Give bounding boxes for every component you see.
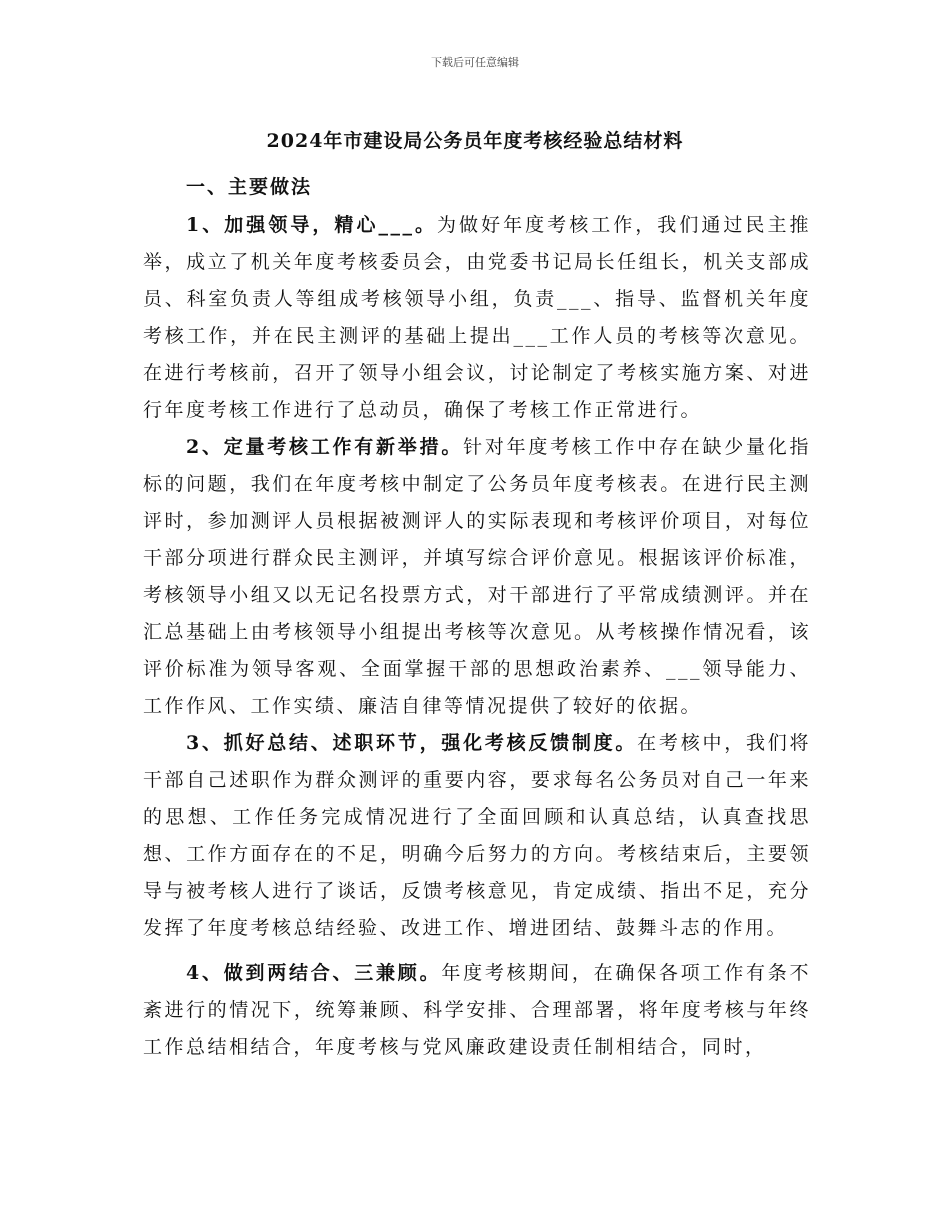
paragraph-text: 针对年度考核工作中存在缺少量化指标的问题，我们在年度考核中制定了公务员年度考核表。在进行民主测评时，参加测评人员根据被测评人的实际表现和考核评价项目，对每位干部分项进行群众民主测评，并填写综合评价意见。根据该评价标准，考核领导小组又以无记名投票方式，对干部进行了平常成绩测评。并在汇总基础上由考核领导小组提出考核等次意见。从考核操作情况看，该评价标准为领导客观、全面掌握干部的思想政治素养、___领导能力、工作作风、工作实绩、廉洁自律等情况提供了较好的依据。 [143,436,811,717]
paragraph-lead: 2、定量考核工作有新举措。 [186,436,464,458]
paragraph-text: 为做好年度考核工作，我们通过民主推举，成立了机关年度考核委员会，由党委书记局长任组长，机关支部成员、科室负责人等组成考核领导小组，负责___、指导、监督机关年度考核工作，并在民主测评的基础上提出___工作人员的考核等次意见。在进行考核前，召开了领导小组会议，讨论制定了考核实施方案、对进行年度考核工作进行了总动员，确保了考核工作正常进行。 [143,214,811,421]
paragraph-2 [143,429,811,725]
paragraph-lead: 1、加强领导，精心___。 [186,214,438,236]
document-body [143,207,811,1066]
document-title: 2024年市建设局公务员年度考核经验总结材料 [266,130,684,152]
paragraph-1 [143,207,811,429]
paragraph-text: 在考核中，我们将干部自己述职作为群众测评的重要内容，要求每名公务员对自己一年来的思想、工作任务完成情况进行了全面回顾和认真总结，认真查找思想、工作方面存在的不足，明确今后努力的方向。考核结束后，主要领导与被考核人进行了谈话，反馈考核意见，肯定成绩、指出不足，充分发挥了年度考核总结经验、改进工作、增进团结、鼓舞斗志的作用。 [143,732,811,939]
header-note: 下载后可任意编辑 [431,56,519,69]
paragraph-4 [143,955,811,1066]
paragraph-3 [143,725,811,947]
paragraph-lead: 4、做到两结合、三兼顾。 [186,962,442,984]
paragraph-text: 年度考核期间，在确保各项工作有条不紊进行的情况下，统筹兼顾、科学安排、合理部署，将年度考核与年终工作总结相结合，年度考核与党风廉政建设责任制相结合，同时， [143,962,811,1058]
paragraph-lead: 3、抓好总结、述职环节，强化考核反馈制度。 [186,732,638,754]
section-heading: 一、主要做法 [186,176,313,198]
